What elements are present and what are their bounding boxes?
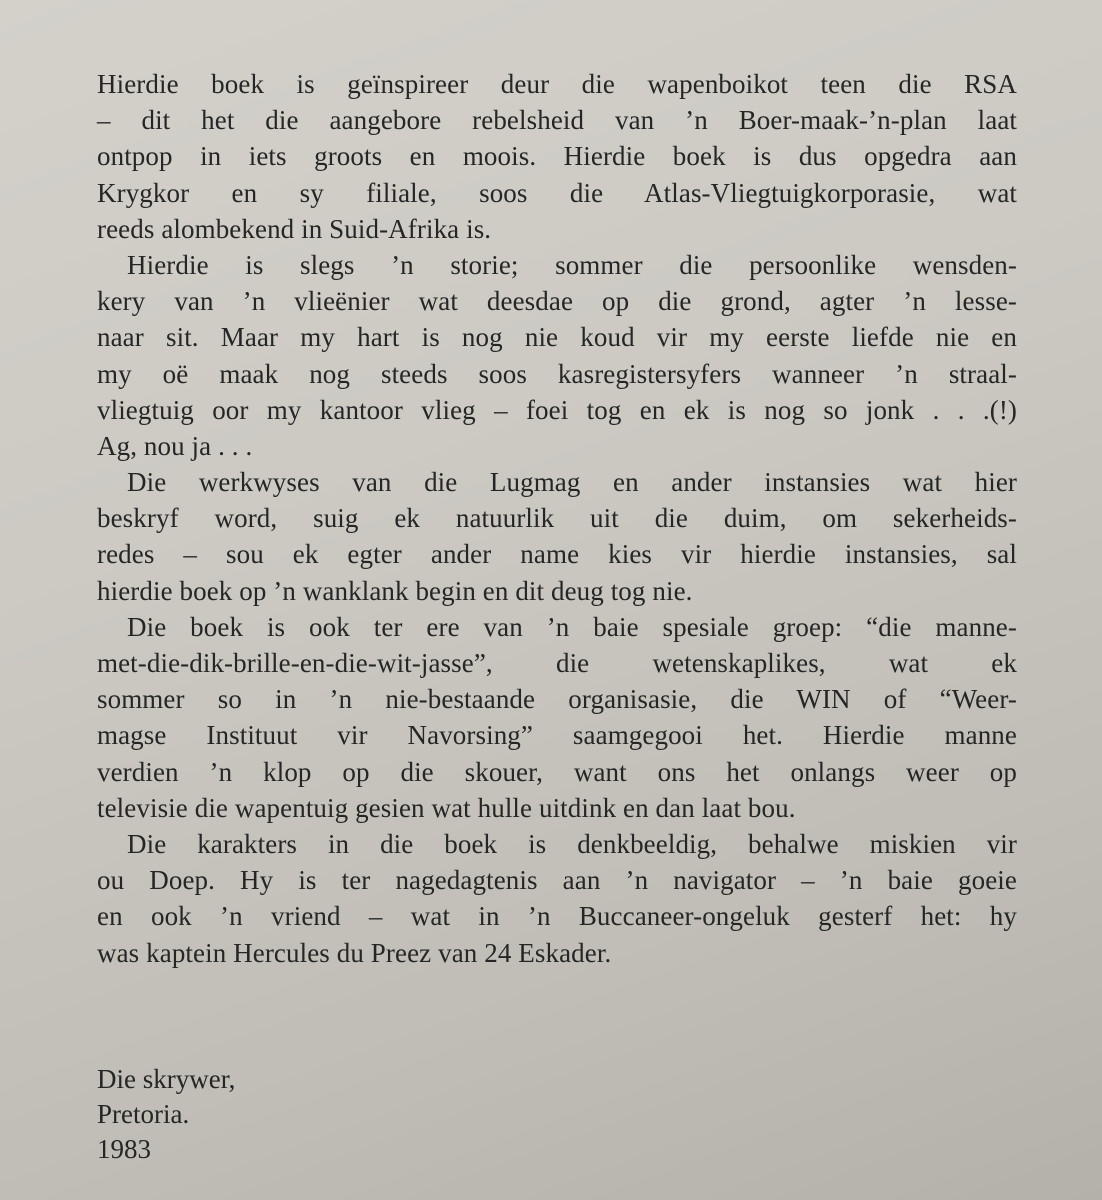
text-line: reeds alombekend in Suid-Afrika is. [97, 213, 492, 244]
text-line: televisie die wapentuig gesien wat hulle uitdink en dan laat bou. [97, 792, 796, 823]
paragraph [97, 826, 1017, 971]
text-line: hierdie boek op ’n wanklank begin en dit deug tog nie. [97, 575, 693, 606]
text-line: Krygkor en sy filiale, soos die Atlas-Vliegtuigkorporasie, wat [97, 177, 1017, 208]
signature-place: Pretoria. [97, 1099, 190, 1129]
text-line: – dit het die aangebore rebelsheid van ’n Boer-maak-’n-plan laat [97, 105, 1017, 136]
text-line: ou Doep. Hy is ter nagedagtenis aan ’n navigator – ’n baie goeie [97, 865, 1017, 896]
text-line: Hierdie boek is geïnspireer deur die wapenboikot teen die RSA [97, 69, 1017, 99]
text-line: vliegtuig oor my kantoor vlieg – foei tog en ek is nog so jonk . . .(!) [97, 394, 1017, 425]
text-line: my oë maak nog steeds soos kasregistersyfers wanneer ’n straal- [97, 358, 1017, 389]
text-line: met-die-dik-brille-en-die-wit-jasse”, die wetenskaplikes, wat ek [97, 648, 1017, 678]
text-line: kery van ’n vlieënier wat deesdae op die grond, agter ’n lesse- [97, 286, 1017, 317]
text-line: Hierdie is slegs ’n storie; sommer die persoonlike wensden- [127, 249, 1017, 280]
signature-year: 1983 [97, 1134, 151, 1164]
signature-block [97, 1062, 235, 1167]
text-line: Die werkwyses van die Lugmag en ander instansies wat hier [127, 467, 1017, 498]
text-line: naar sit. Maar my hart is nog nie koud vir my eerste liefde nie en [97, 322, 1017, 353]
paragraph [97, 247, 1017, 464]
text-line: magse Instituut vir Navorsing” saamgegooi het. Hierdie manne [97, 720, 1017, 751]
text-line: beskryf word, suig ek natuurlik uit die duim, om sekerheids- [97, 503, 1017, 534]
paragraph [97, 464, 1017, 609]
text-line: verdien ’n klop op die skouer, want ons het onlangs weer op [97, 756, 1017, 787]
text-line: ontpop in iets groots en moois. Hierdie boek is dus opgedra aan [97, 141, 1017, 172]
text-line: en ook ’n vriend – wat in ’n Buccaneer-ongeluk gesterf het: hy [97, 901, 1017, 932]
text-line: was kaptein Hercules du Preez van 24 Eskader. [97, 937, 612, 968]
text-line: Die boek is ook ter ere van ’n baie spesiale groep: “die manne- [127, 611, 1017, 642]
text-line: Die karakters in die boek is denkbeeldig, behalwe miskien vir [127, 828, 1017, 859]
paragraph [97, 609, 1017, 826]
signature-author: Die skrywer, [97, 1064, 236, 1094]
text-line: sommer so in ’n nie-bestaande organisasie, die WIN of “Weer- [97, 684, 1017, 715]
text-line: Ag, nou ja . . . [97, 430, 253, 461]
foreword-text [97, 66, 1017, 971]
paragraph [97, 66, 1017, 247]
text-line: redes – sou ek egter ander name kies vir hierdie instansies, sal [97, 539, 1017, 570]
